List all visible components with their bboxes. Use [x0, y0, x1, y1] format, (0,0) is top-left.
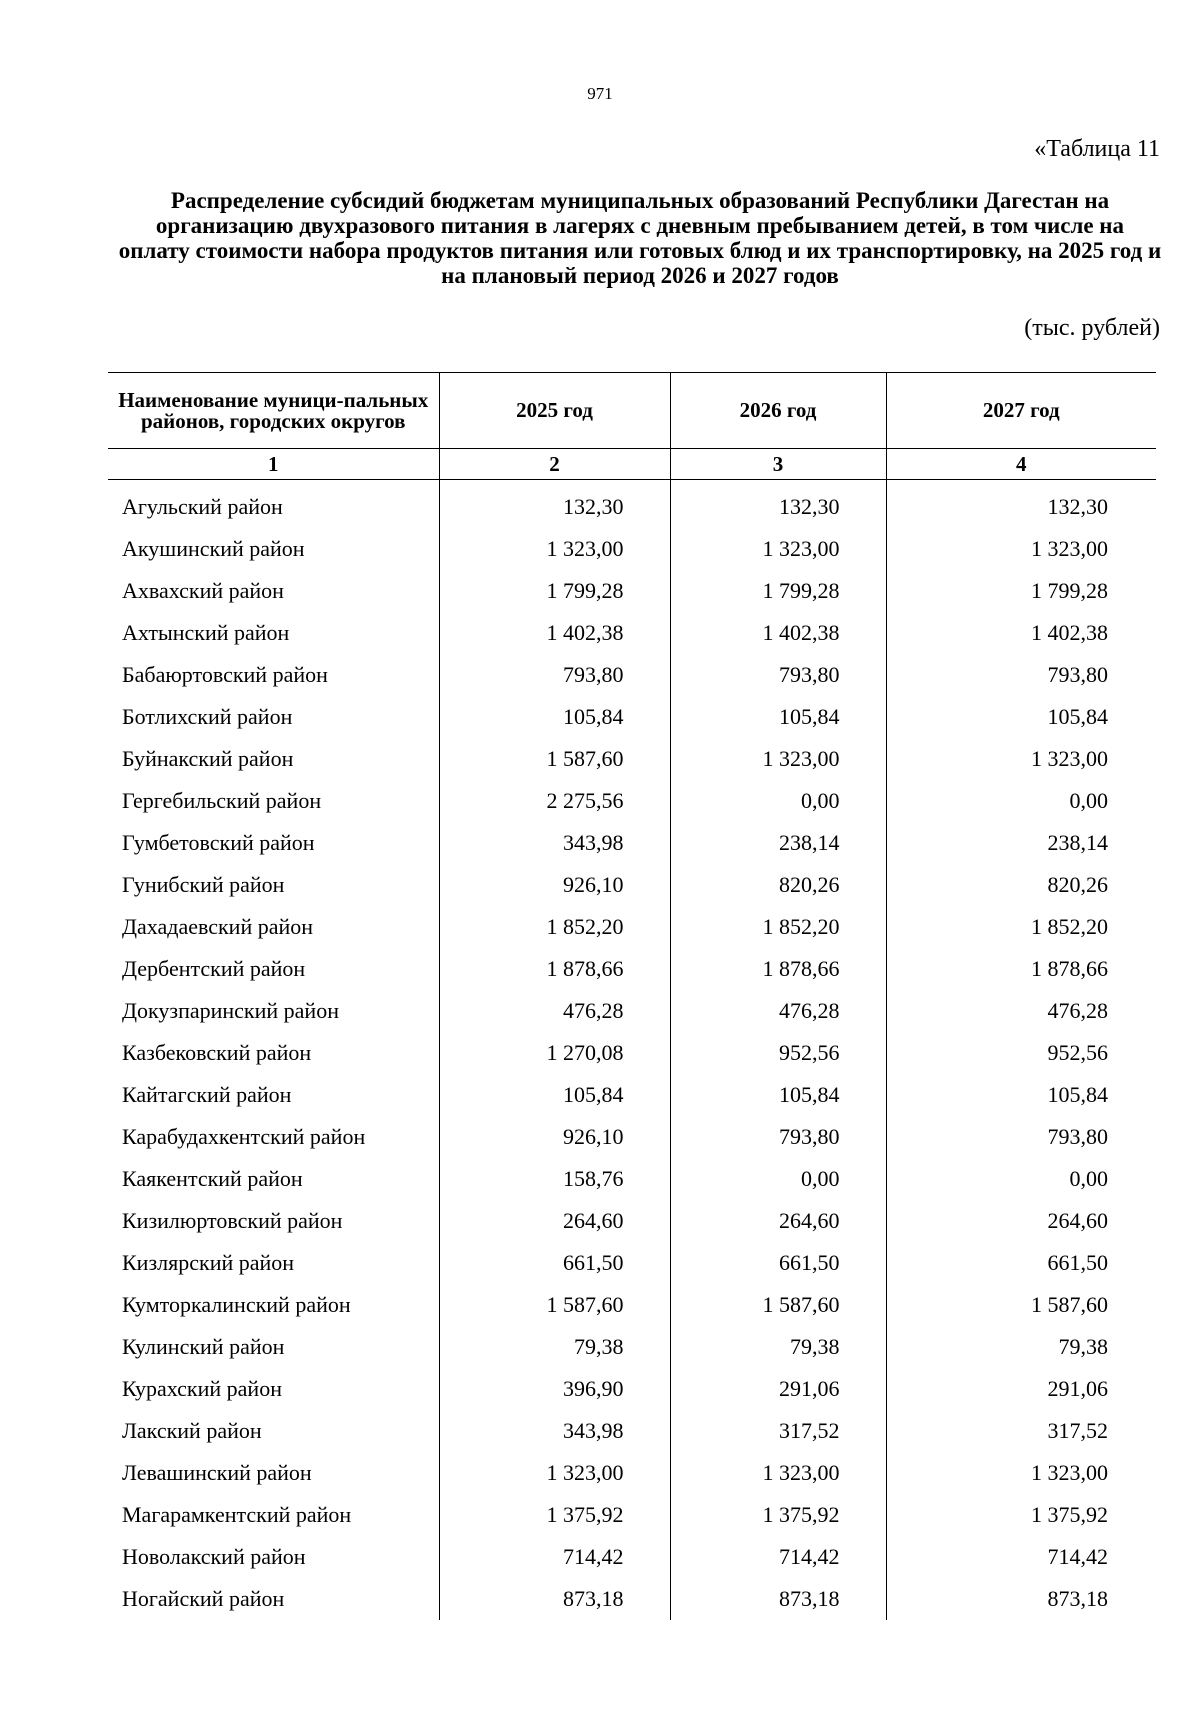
table-row	[108, 1452, 1156, 1494]
value-2025-cell: 79,38	[439, 1326, 670, 1368]
value-2026-cell: 1 375,92	[670, 1494, 886, 1536]
value-2027-cell: 1 375,92	[886, 1494, 1156, 1536]
table-row	[108, 1200, 1156, 1242]
value-2025-cell: 1 878,66	[439, 948, 670, 990]
value-2026-cell: 714,42	[670, 1536, 886, 1578]
value-2027-cell: 714,42	[886, 1536, 1156, 1578]
municipality-name-cell: Курахский район	[122, 1376, 282, 1401]
value-2025-cell: 873,18	[439, 1578, 670, 1620]
column-header-municipality: Наименование муници-пальных районов, городских округов	[108, 373, 439, 449]
value-2025-cell: 264,60	[439, 1200, 670, 1242]
value-2026-cell: 1 852,20	[670, 906, 886, 948]
units-label: (тыс. рублей)	[1024, 315, 1160, 341]
value-2025-cell: 132,30	[439, 480, 670, 529]
municipality-name-cell: Ногайский район	[122, 1586, 285, 1611]
value-2026-cell: 132,30	[670, 480, 886, 529]
value-2027-cell: 1 587,60	[886, 1284, 1156, 1326]
table-row	[108, 696, 1156, 738]
value-2026-cell: 1 587,60	[670, 1284, 886, 1326]
value-2025-cell: 1 799,28	[439, 570, 670, 612]
municipality-name-cell: Кумторкалинский район	[122, 1292, 351, 1317]
municipality-name-cell: Акушинский район	[122, 536, 305, 561]
table-row	[108, 654, 1156, 696]
municipality-name-cell: Дахадаевский район	[122, 914, 314, 939]
column-number: 1	[108, 449, 439, 480]
value-2026-cell: 952,56	[670, 1032, 886, 1074]
value-2027-cell: 0,00	[886, 780, 1156, 822]
value-2027-cell: 0,00	[886, 1158, 1156, 1200]
value-2025-cell: 793,80	[439, 654, 670, 696]
table-row	[108, 1032, 1156, 1074]
column-number: 3	[670, 449, 886, 480]
municipality-name-cell: Ахвахский район	[122, 578, 284, 603]
table-row	[108, 1536, 1156, 1578]
table-row	[108, 528, 1156, 570]
value-2026-cell: 317,52	[670, 1410, 886, 1452]
municipality-name-cell: Каякентский район	[122, 1166, 303, 1191]
value-2026-cell: 0,00	[670, 780, 886, 822]
municipality-name-cell: Гумбетовский район	[122, 830, 315, 855]
municipality-name-cell: Ахтынский район	[122, 620, 290, 645]
table-row	[108, 1578, 1156, 1620]
value-2026-cell: 476,28	[670, 990, 886, 1032]
value-2027-cell: 264,60	[886, 1200, 1156, 1242]
value-2025-cell: 343,98	[439, 1410, 670, 1452]
value-2027-cell: 1 402,38	[886, 612, 1156, 654]
table-row	[108, 738, 1156, 780]
value-2025-cell: 1 270,08	[439, 1032, 670, 1074]
value-2026-cell: 238,14	[670, 822, 886, 864]
column-header-2026: 2026 год	[670, 373, 886, 449]
value-2025-cell: 714,42	[439, 1536, 670, 1578]
value-2025-cell: 1 402,38	[439, 612, 670, 654]
value-2026-cell: 1 799,28	[670, 570, 886, 612]
value-2025-cell: 1 375,92	[439, 1494, 670, 1536]
value-2026-cell: 793,80	[670, 654, 886, 696]
value-2026-cell: 264,60	[670, 1200, 886, 1242]
table-row	[108, 864, 1156, 906]
value-2027-cell: 820,26	[886, 864, 1156, 906]
table-row	[108, 570, 1156, 612]
table-body	[108, 480, 1156, 1621]
value-2027-cell: 1 852,20	[886, 906, 1156, 948]
municipality-name-cell: Левашинский район	[122, 1460, 312, 1485]
table-row	[108, 612, 1156, 654]
municipality-name-cell: Казбековский район	[122, 1040, 312, 1065]
value-2027-cell: 1 323,00	[886, 1452, 1156, 1494]
municipality-name-cell: Карабудахкентский район	[122, 1124, 366, 1149]
value-2027-cell: 873,18	[886, 1578, 1156, 1620]
document-title: Распределение субсидий бюджетам муниципальных образований Республики Дагестан на организацию двухразового питания в лагерях с дневным пребыванием детей, в том числе на оплату стоимости набора продуктов питания или готовых блюд и их транспортировку, на 2025 год и на плановый период 2026 и 2027 годов	[118, 188, 1162, 288]
municipality-name-cell: Гунибский район	[122, 872, 285, 897]
column-number-row	[108, 449, 1156, 480]
value-2027-cell: 793,80	[886, 1116, 1156, 1158]
value-2026-cell: 661,50	[670, 1242, 886, 1284]
table-row	[108, 1116, 1156, 1158]
value-2026-cell: 793,80	[670, 1116, 886, 1158]
value-2025-cell: 1 323,00	[439, 1452, 670, 1494]
value-2025-cell: 1 852,20	[439, 906, 670, 948]
value-2026-cell: 1 402,38	[670, 612, 886, 654]
table-row	[108, 1410, 1156, 1452]
value-2025-cell: 926,10	[439, 1116, 670, 1158]
value-2025-cell: 343,98	[439, 822, 670, 864]
municipality-name-cell: Кизилюртовский район	[122, 1208, 343, 1233]
table-row	[108, 1326, 1156, 1368]
value-2027-cell: 291,06	[886, 1368, 1156, 1410]
municipality-name-cell: Агульский район	[122, 494, 283, 519]
value-2027-cell: 952,56	[886, 1032, 1156, 1074]
value-2025-cell: 396,90	[439, 1368, 670, 1410]
value-2025-cell: 1 323,00	[439, 528, 670, 570]
municipality-name-cell: Бабаюртовский район	[122, 662, 328, 687]
column-header-2027: 2027 год	[886, 373, 1156, 449]
table-row	[108, 990, 1156, 1032]
value-2026-cell: 291,06	[670, 1368, 886, 1410]
value-2025-cell: 476,28	[439, 990, 670, 1032]
subsidy-table	[108, 372, 1156, 1620]
table-row	[108, 1368, 1156, 1410]
value-2025-cell: 661,50	[439, 1242, 670, 1284]
value-2027-cell: 1 323,00	[886, 528, 1156, 570]
municipality-name-cell: Магарамкентский район	[122, 1502, 352, 1527]
value-2027-cell: 1 799,28	[886, 570, 1156, 612]
municipality-name-cell: Буйнакский район	[122, 746, 294, 771]
value-2027-cell: 105,84	[886, 1074, 1156, 1116]
municipality-name-cell: Кайтагский район	[122, 1082, 292, 1107]
value-2027-cell: 1 323,00	[886, 738, 1156, 780]
value-2026-cell: 105,84	[670, 1074, 886, 1116]
table-row	[108, 822, 1156, 864]
table-row	[108, 780, 1156, 822]
value-2026-cell: 105,84	[670, 696, 886, 738]
municipality-name-cell: Гергебильский район	[122, 788, 322, 813]
municipality-name-cell: Лакский район	[122, 1418, 262, 1443]
municipality-name-cell: Новолакский район	[122, 1544, 306, 1569]
value-2026-cell: 79,38	[670, 1326, 886, 1368]
table-row	[108, 906, 1156, 948]
municipality-name-cell: Кулинский район	[122, 1334, 285, 1359]
value-2025-cell: 105,84	[439, 696, 670, 738]
value-2027-cell: 317,52	[886, 1410, 1156, 1452]
municipality-name-cell: Ботлихский район	[122, 704, 293, 729]
table-header-row	[108, 373, 1156, 449]
value-2026-cell: 873,18	[670, 1578, 886, 1620]
value-2025-cell: 2 275,56	[439, 780, 670, 822]
table-label: «Таблица 11	[1034, 136, 1160, 162]
value-2027-cell: 1 878,66	[886, 948, 1156, 990]
table-row	[108, 1158, 1156, 1200]
value-2027-cell: 476,28	[886, 990, 1156, 1032]
table-row	[108, 1284, 1156, 1326]
municipality-name-cell: Кизлярский район	[122, 1250, 295, 1275]
value-2027-cell: 105,84	[886, 696, 1156, 738]
municipality-name-cell: Дербентский район	[122, 956, 306, 981]
municipality-name-cell: Докузпаринский район	[122, 998, 339, 1023]
table-row	[108, 948, 1156, 990]
value-2027-cell: 661,50	[886, 1242, 1156, 1284]
value-2026-cell: 820,26	[670, 864, 886, 906]
value-2025-cell: 158,76	[439, 1158, 670, 1200]
value-2026-cell: 1 323,00	[670, 738, 886, 780]
column-header-2025: 2025 год	[439, 373, 670, 449]
value-2027-cell: 132,30	[886, 480, 1156, 529]
column-number: 2	[439, 449, 670, 480]
column-number: 4	[886, 449, 1156, 480]
value-2025-cell: 1 587,60	[439, 1284, 670, 1326]
value-2025-cell: 1 587,60	[439, 738, 670, 780]
table-row	[108, 1494, 1156, 1536]
page-number: 971	[587, 84, 613, 103]
value-2026-cell: 0,00	[670, 1158, 886, 1200]
table-row	[108, 1074, 1156, 1116]
value-2026-cell: 1 323,00	[670, 528, 886, 570]
value-2026-cell: 1 323,00	[670, 1452, 886, 1494]
value-2026-cell: 1 878,66	[670, 948, 886, 990]
value-2027-cell: 79,38	[886, 1326, 1156, 1368]
table-row	[108, 480, 1156, 529]
value-2025-cell: 926,10	[439, 864, 670, 906]
value-2025-cell: 105,84	[439, 1074, 670, 1116]
value-2027-cell: 238,14	[886, 822, 1156, 864]
value-2027-cell: 793,80	[886, 654, 1156, 696]
table-row	[108, 1242, 1156, 1284]
